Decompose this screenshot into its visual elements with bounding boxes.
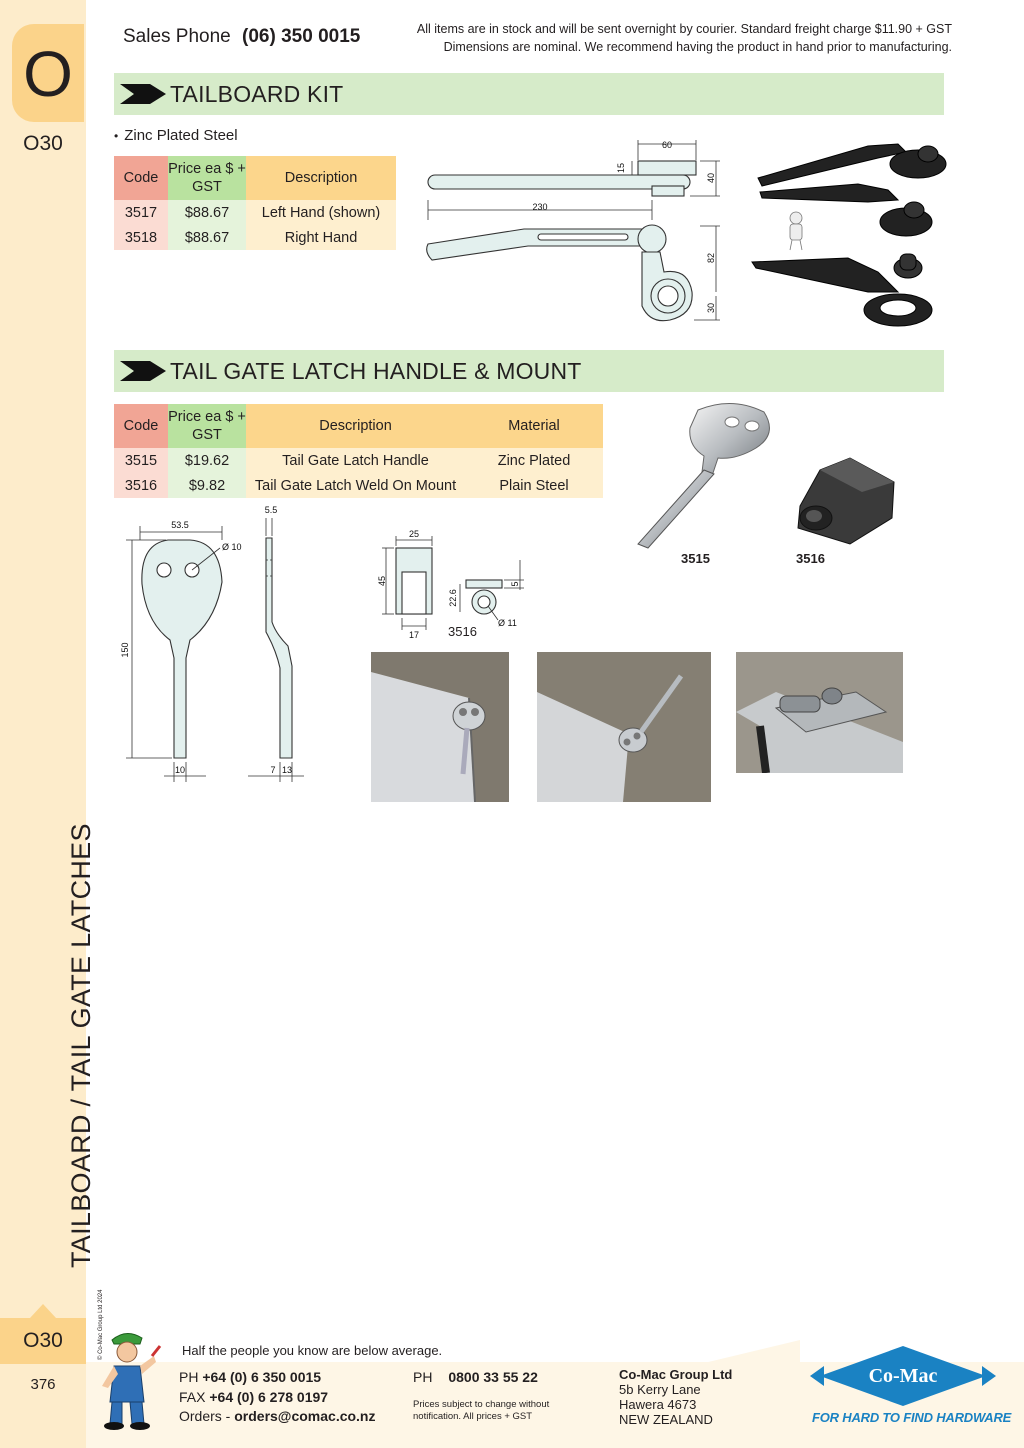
dim-label: 40 [706,172,716,184]
cell-code: 3515 [114,448,168,473]
cell-material: Plain Steel [465,473,603,498]
address-line1: 5b Kerry Lane [619,1382,701,1397]
section-code-arrow [30,1304,56,1318]
col-description: Description [246,156,396,200]
tail-gate-latch-table [114,404,603,498]
chevron-arrow-icon [120,84,166,104]
dim-label: 30 [706,302,716,314]
tailboard-kit-photo [748,132,952,332]
photo-label-3515: 3515 [681,551,710,566]
footer-contact [179,1368,376,1427]
orders-email[interactable]: orders@comac.co.nz [234,1408,376,1424]
dim-label: Ø 10 [222,542,242,552]
section-title: TAIL GATE LATCH HANDLE & MOUNT [170,358,582,384]
orders-label: Orders - [179,1408,235,1424]
dim-label: 60 [661,140,673,150]
section-code-top: O30 [23,132,63,155]
section-letter-tab [12,24,84,122]
section-header-tailboard-kit [114,73,944,115]
table-row [114,225,396,250]
mascot-sketch-icon [790,212,802,250]
header-note-line1: All items are in stock and will be sent overnight by courier. Standard freight charge $11.90 + GST [416,22,952,36]
footer-corner [700,1340,800,1364]
comac-logo [810,1344,996,1408]
dim-label: 13 [281,765,293,775]
address-line3: NEW ZEALAND [619,1412,713,1427]
cell-description: Tail Gate Latch Weld On Mount [246,473,465,498]
fax-number: +64 (0) 6 278 0197 [209,1388,329,1405]
sales-phone-number: (06) 350 0015 [242,26,361,47]
dim-label: 10 [174,765,186,775]
section-header-tail-gate-latch [114,350,944,392]
footer-disclaimer [413,1399,549,1423]
cell-description: Left Hand (shown) [246,200,396,225]
cell-description: Tail Gate Latch Handle [246,448,465,473]
cell-price: $9.82 [168,473,246,498]
header-note-line2: Dimensions are nominal. We recommend having the product in hand prior to manufacturing. [443,40,952,54]
dim-label: 25 [408,529,420,539]
phone-number: +64 (0) 6 350 0015 [202,1369,322,1385]
freephone-number: 0800 33 55 22 [448,1369,538,1385]
logo-text: Co-Mac [868,1365,938,1387]
footer-tagline: Half the people you know are below average. [182,1343,443,1358]
cell-description: Right Hand [246,225,396,250]
chevron-arrow-icon [120,361,166,381]
photo-label-3516: 3516 [796,551,825,566]
dim-label: 82 [706,252,716,264]
footer-freephone [413,1368,538,1388]
page-number: 376 [30,1376,56,1393]
company-name: Co-Mac Group Ltd [619,1367,733,1382]
application-photo-2 [537,652,711,802]
footer-address [619,1367,732,1427]
col-price: Price ea $ + GST [168,156,246,200]
cell-code: 3517 [114,200,168,225]
dim-label: 150 [120,642,130,658]
cell-price: $88.67 [168,225,246,250]
table-header-row [114,156,396,200]
phone-label: PH [179,1369,199,1385]
dim-label: 17 [408,630,420,640]
dim-label: 7 [270,765,276,775]
disclaimer-line1: Prices subject to change without [413,1399,550,1410]
latch-handle-drawing [112,500,312,790]
dim-label: 230 [532,202,548,212]
address-line2: Hawera 4673 [619,1397,697,1412]
latch-handle-photo [632,400,782,552]
mascot-icon [92,1326,162,1430]
material-bullet-text: Zinc Plated Steel [124,127,238,144]
freephone-label: PH [413,1369,433,1385]
sales-phone [123,26,360,48]
cell-code: 3518 [114,225,168,250]
tailboard-kit-table [114,156,396,250]
header-note [417,20,952,56]
dim-label: 53.5 [171,520,189,530]
application-photo-1 [371,652,509,802]
application-photo-3 [736,652,903,773]
copyright: © Co-Mac Group Ltd 2024 [98,1289,104,1360]
col-material: Material [465,404,603,448]
col-code: Code [114,156,168,200]
section-letter: O [23,38,73,110]
material-bullet: • Zinc Plated Steel [114,127,238,144]
dim-label: Ø 11 [498,618,517,628]
tailboard-kit-drawing [420,134,730,334]
table-row [114,473,603,498]
weld-mount-photo [790,452,900,552]
table-header-row [114,404,603,448]
dim-label: 5 [510,581,520,587]
col-description: Description [246,404,465,448]
disclaimer-line2: notification. All prices + GST [413,1411,533,1422]
col-price: Price ea $ + GST [168,404,246,448]
table-row [114,448,603,473]
fax-label: FAX [179,1388,206,1405]
dim-label: 15 [616,162,626,174]
sales-phone-label: Sales Phone [123,26,231,47]
dim-label: 5.5 [264,505,278,515]
dim-label: 22.6 [448,589,458,607]
vertical-section-title: TAILBOARD / TAIL GATE LATCHES [66,823,96,1268]
table-row [114,200,396,225]
col-code: Code [114,404,168,448]
brand-tagline: FOR HARD TO FIND HARDWARE [812,1410,1012,1425]
cell-price: $88.67 [168,200,246,225]
section-title: TAILBOARD KIT [170,81,344,107]
section-code-bottom: O30 [0,1318,86,1364]
drawing-label-3516: 3516 [448,624,477,639]
cell-material: Zinc Plated [465,448,603,473]
cell-price: $19.62 [168,448,246,473]
cell-code: 3516 [114,473,168,498]
dim-label: 45 [377,575,387,587]
